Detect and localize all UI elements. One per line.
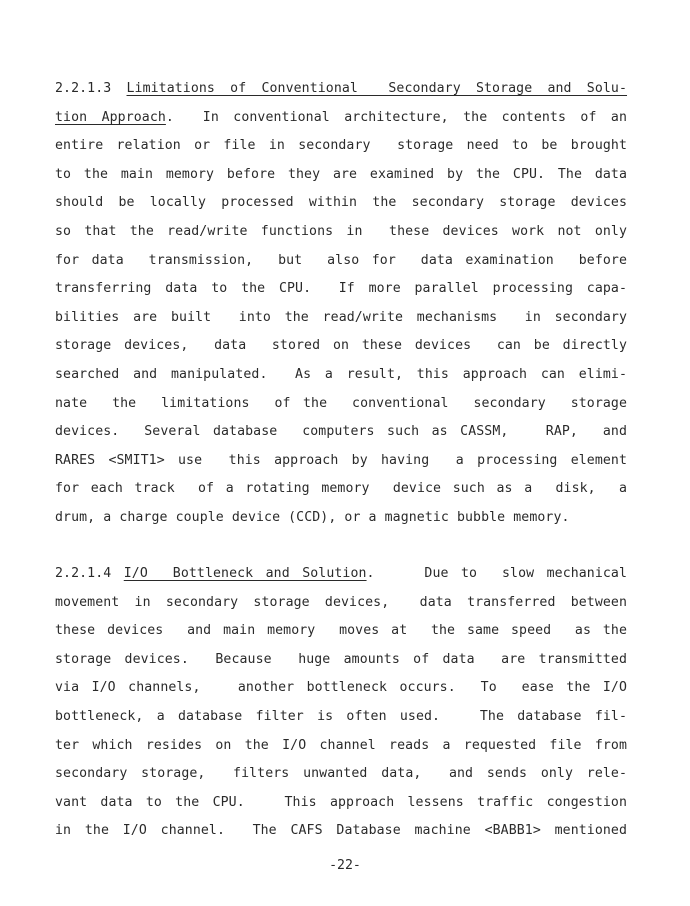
section-2214-line1-rest: . Due to slow mechanical [366, 566, 628, 581]
section-2213-line: searched and manipulated. As a result, this approach can elimi- [55, 367, 627, 382]
section-2213-line: nate the limitations of the conventional secondary storage [55, 395, 627, 411]
section-2214-number: 2.2.1.4 [55, 566, 112, 581]
section-2213-line: bilities are built into the read/write mechanisms in secondary [55, 309, 627, 325]
section-2213-line: drum, a charge couple device (CCD), or a magnetic bubble memory. [55, 510, 570, 525]
section-2213-line: so that the read/write functions in these devices work not only [55, 224, 627, 239]
section-2214-line: in the I/O channel. The CAFS Database machine <BABB1> mentioned [55, 823, 627, 839]
section-2214-title: I/O Bottleneck and Solution [123, 566, 367, 581]
section-2213-line: should be locally processed within the secondary storage devices [55, 195, 627, 211]
section-2214-line: secondary storage, filters unwanted data, and sends only rele- [55, 766, 627, 782]
section-2213-line: for data transmission, but also for data examination before [55, 252, 627, 268]
section-2214-line: storage devices. Because huge amounts of data are transmitted [55, 651, 627, 667]
section-2214-heading-line [55, 565, 627, 583]
section-2213-line: transferring data to the CPU. If more parallel processing capa- [55, 281, 627, 297]
section-2213-line: RARES <SMIT1> use this approach by having a processing element [55, 452, 627, 468]
section-2214-line: vant data to the CPU. This approach lessens traffic congestion [55, 794, 627, 810]
section-2213-heading-line [55, 80, 627, 98]
section-2213-line: entire relation or file in secondary storage need to be brought [55, 138, 627, 154]
section-2213-line: devices. Several database computers such as CASSM, RAP, and [55, 424, 627, 440]
section-2214-line: bottleneck, a database filter is often used. The database fil- [55, 709, 627, 724]
section-2213-line1-rest: . In conventional architecture, the contents of an [165, 109, 627, 125]
section-2214-line: ter which resides on the I/O channel reads a requested file from [55, 737, 627, 753]
section-2213-line: for each track of a rotating memory device such as a disk, a [55, 481, 627, 497]
section-2213-line: storage devices, data stored on these devices can be directly [55, 338, 627, 354]
section-2213-line: to the main memory before they are examined by the CPU. The data [55, 166, 627, 182]
section-2213-line-1 [55, 109, 627, 127]
page-number: -22- [329, 858, 361, 873]
section-2214-line: these devices and main memory moves at the same speed as the [55, 623, 627, 639]
section-2214-line: via I/O channels, another bottleneck occurs. To ease the I/O [55, 680, 627, 696]
section-2213-title-part1: Limitations of Conventional Secondary Storage and Solu- [126, 81, 628, 96]
section-2214-line: movement in secondary storage devices, data transferred between [55, 594, 627, 610]
section-2213-number: 2.2.1.3 [55, 81, 112, 96]
section-2213-title-part2: tion Approach [55, 109, 166, 125]
